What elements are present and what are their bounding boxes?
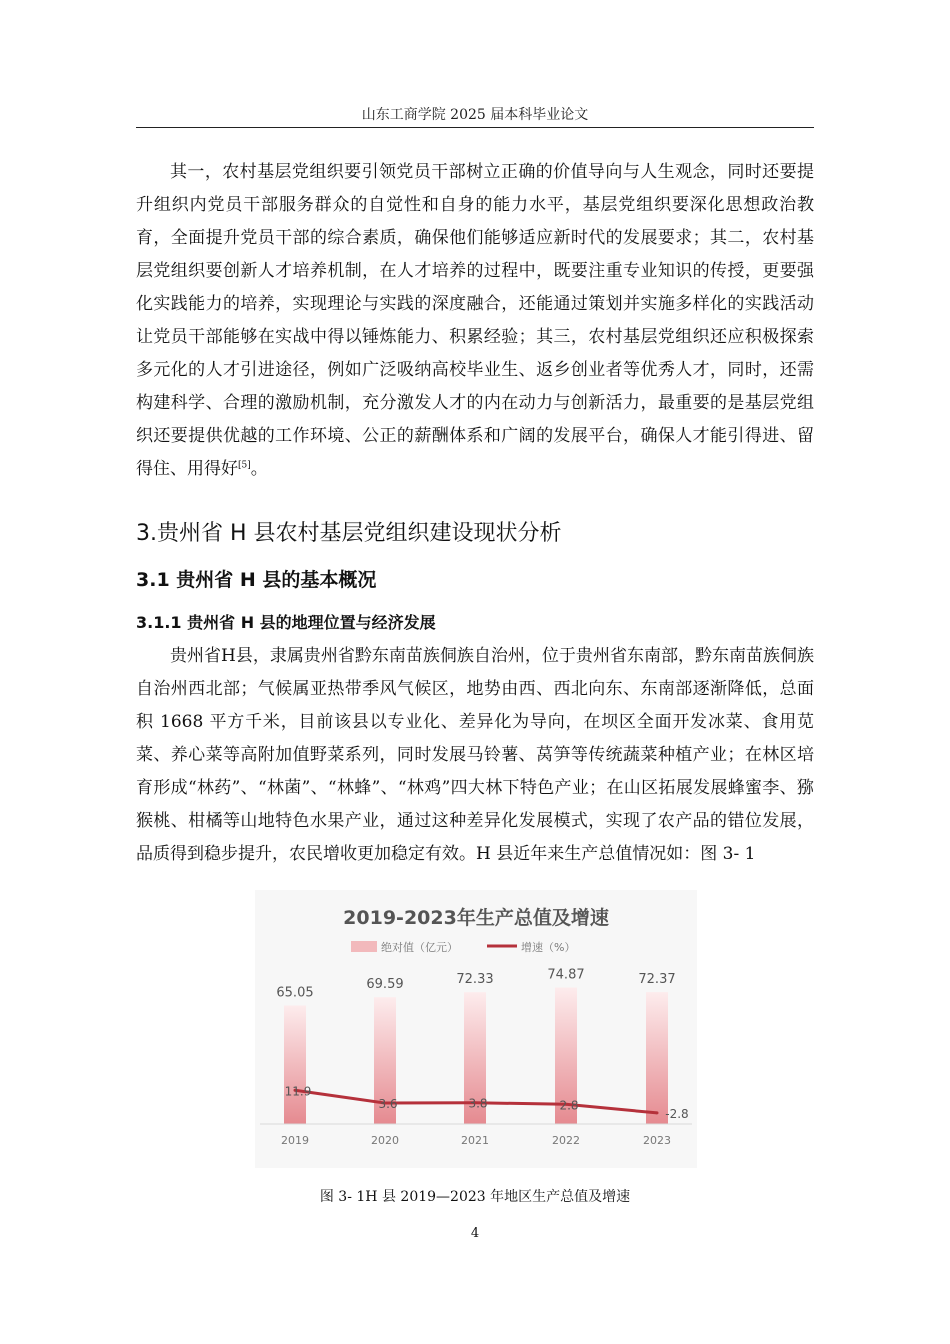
bar-2019	[284, 1005, 306, 1124]
legend-line-label: 增速（%）	[521, 941, 576, 954]
growth-label-2023: -2.8	[665, 1106, 689, 1121]
chart-title: 2019-2023年生产总值及增速	[343, 907, 609, 929]
x-tick-2023: 2023	[643, 1134, 671, 1147]
citation-5[interactable]: [5]	[238, 460, 251, 471]
paragraph-2: 贵州省H县，隶属贵州省黔东南苗族侗族自治州，位于贵州省东南部，黔东南苗族侗族自治州西北部；气候属亚热带季风气候区，地势由西、西北向东、东南部逐渐降低，总面积 1668 平方千米，目前该县以专业化、差异化为导向，在坝区全面开发冰菜、食用苋菜、养心菜等高附加值野菜系列，同时发展马铃薯、莴笋等传统蔬菜种植产业；在林区培育形成“林药”、“林菌”、“林蜂”、“林鸡”四大林下特色产业；在山区拓展发展蜂蜜李、猕猴桃、柑橘等山地特色水果产业，通过这种差异化发展模式，实现了农产品的错位发展，品质得到稳步提升，农民增收更加稳定有效。H 县近年来生产总值情况如：图 3- 1	[136, 646, 814, 864]
bar-label-2021: 72.33	[456, 972, 494, 988]
paragraph-1	[136, 156, 814, 486]
growth-label-2019: 11.9	[284, 1084, 312, 1099]
x-tick-2022: 2022	[552, 1134, 580, 1147]
bar-label-2023: 72.37	[638, 972, 676, 988]
paragraph-1-text: 其一，农村基层党组织要引领党员干部树立正确的价值导向与人生观念，同时还要提升组织内党员干部服务群众的自觉性和自身的能力水平，基层党组织要深化思想政治教育，全面提升党员干部的综合素质，确保他们能够适应新时代的发展要求；其二，农村基层党组织要创新人才培养机制，在人才培养的过程中，既要注重专业知识的传授，更要强化实践能力的培养，实现理论与实践的深度融合，还能通过策划并实施多样化的实践活动让党员干部能够在实战中得以锤炼能力、积累经验；其三，农村基层党组织还应积极探索多元化的人才引进途径，例如广泛吸纳高校毕业生、返乡创业者等优秀人才，同时，还需构建科学、合理的激励机制，充分激发人才的内在动力与创新活力，最重要的是基层党组织还要提供优越的工作环境、公正的薪酬体系和广阔的发展平台，确保人才能引得进、留得住、用得好	[136, 162, 814, 479]
x-tick-2021: 2021	[461, 1134, 489, 1147]
x-tick-2020: 2020	[371, 1134, 399, 1147]
heading-chapter-3: 3.贵州省 H 县农村基层党组织建设现状分析	[136, 521, 562, 546]
growth-label-2020: 3.6	[378, 1097, 398, 1112]
page-number: 4	[470, 1226, 480, 1241]
legend-bar-label: 绝对值（亿元）	[381, 941, 458, 954]
bar-2023	[646, 992, 668, 1124]
bar-label-2022: 74.87	[547, 967, 585, 983]
growth-label-2022: 2.8	[559, 1098, 579, 1113]
bar-label-2020: 69.59	[366, 977, 404, 993]
heading-subsection-3-1-1: 3.1.1 贵州省 H 县的地理位置与经济发展	[136, 613, 436, 632]
growth-label-2021: 3.8	[468, 1096, 488, 1111]
x-tick-2019: 2019	[281, 1134, 309, 1147]
bar-label-2019: 65.05	[276, 985, 314, 1001]
legend-bar-swatch	[351, 941, 377, 952]
figure-caption: 图 3- 1H 县 2019—2023 年地区生产总值及增速	[319, 1189, 631, 1205]
paragraph-1-end: 。	[250, 459, 268, 479]
header-rule	[136, 127, 814, 128]
growth-point-2023	[656, 1111, 659, 1114]
heading-section-3-1: 3.1 贵州省 H 县的基本概况	[136, 569, 377, 591]
gdp-chart	[255, 890, 697, 1168]
running-header: 山东工商学院 2025 届本科毕业论文	[361, 107, 589, 123]
